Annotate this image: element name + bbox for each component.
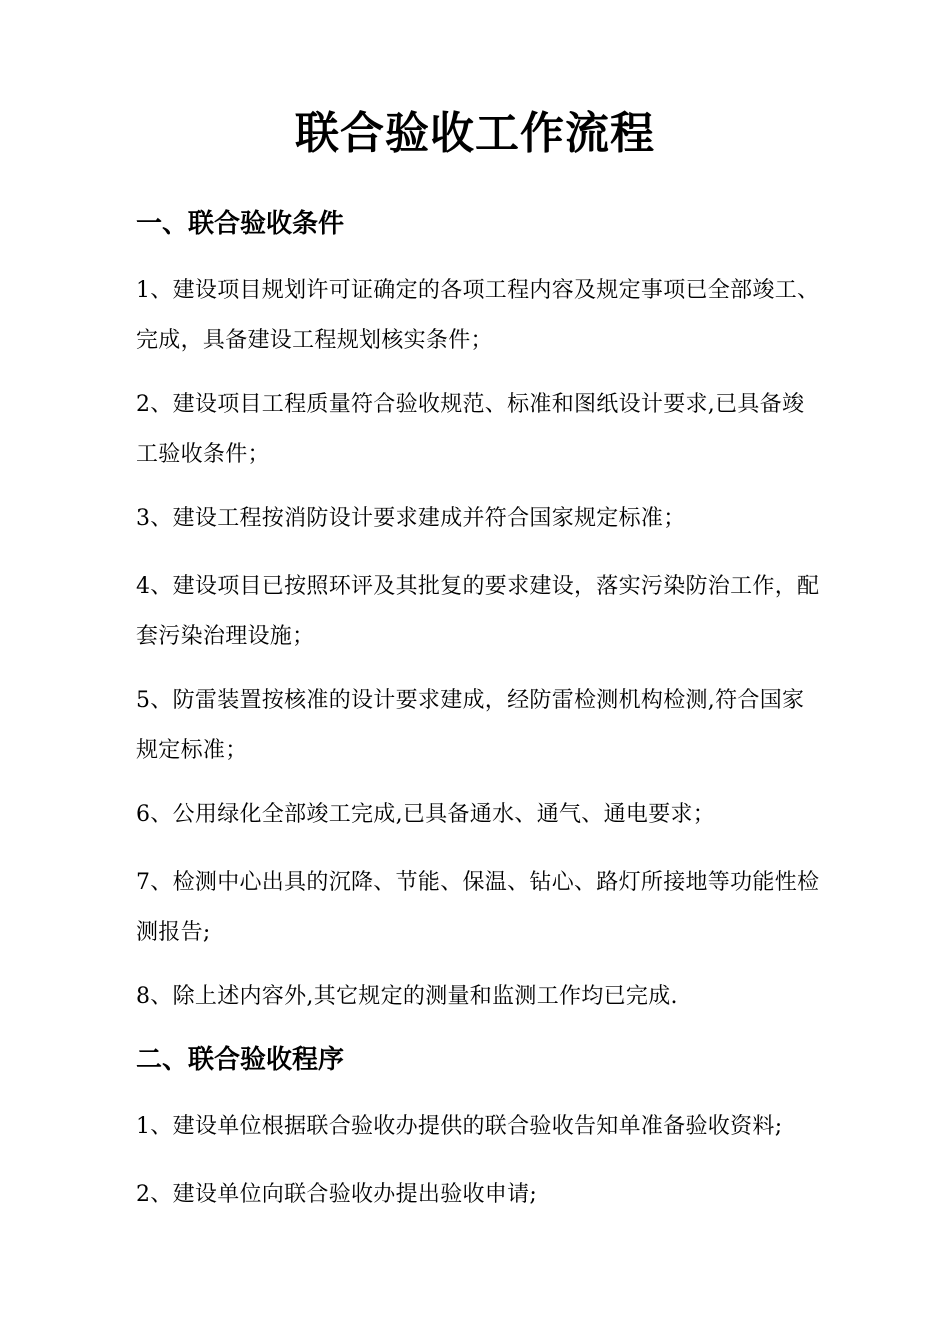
list-item: 4、建设项目已按照环评及其批复的要求建设，落实污染防治工作，配套污染治理设施； bbox=[136, 574, 820, 649]
section-heading-procedure: 二、联合验收程序 bbox=[136, 1045, 345, 1075]
list-item: 8、除上述内容外,其它规定的测量和监测工作均已完成. bbox=[136, 984, 678, 1009]
list-item: 3、建设工程按消防设计要求建成并符合国家规定标准； bbox=[136, 506, 686, 531]
document-title: 联合验收工作流程 bbox=[295, 108, 655, 159]
list-item: 6、公用绿化全部竣工完成,已具备通水、通气、通电要求； bbox=[136, 802, 716, 827]
section-heading-conditions: 一、联合验收条件 bbox=[136, 209, 345, 239]
list-item: 7、检测中心出具的沉降、节能、保温、钻心、路灯所接地等功能性检测报告; bbox=[136, 870, 820, 945]
list-item: 1、建设单位根据联合验收办提供的联合验收告知单准备验收资料; bbox=[136, 1114, 783, 1139]
list-item: 1、建设项目规划许可证确定的各项工程内容及规定事项已全部竣工、完成，具备建设工程规划核实条件； bbox=[136, 278, 820, 353]
list-item: 2、建设单位向联合验收办提出验收申请; bbox=[136, 1182, 538, 1207]
list-item: 5、防雷装置按核准的设计要求建成，经防雷检测机构检测,符合国家规定标准； bbox=[136, 688, 805, 763]
list-item: 2、建设项目工程质量符合验收规范、标准和图纸设计要求,已具备竣工验收条件； bbox=[136, 392, 805, 467]
